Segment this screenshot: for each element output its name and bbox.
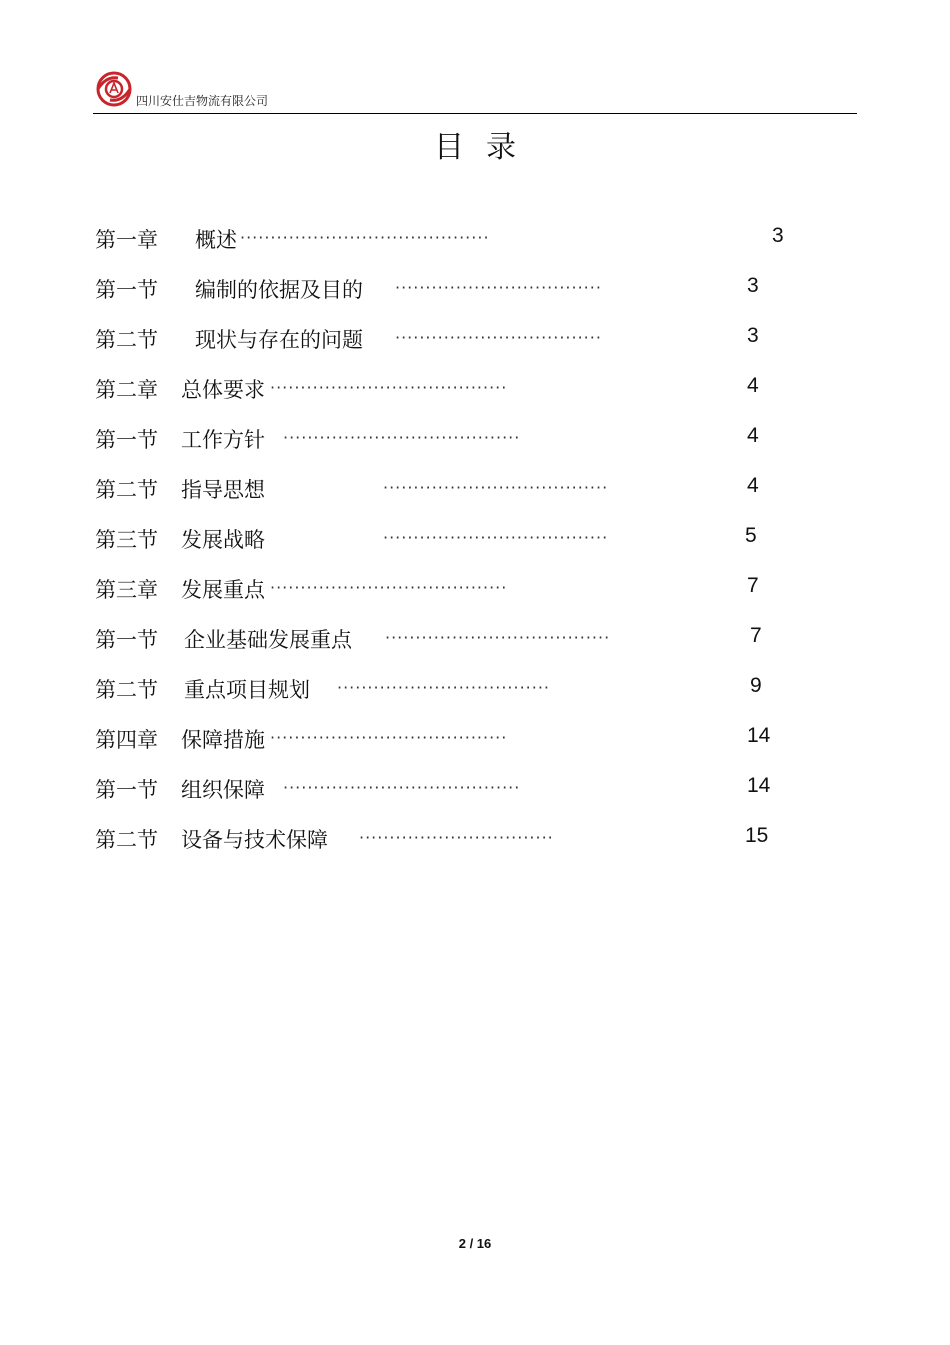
toc-dot-leader: ···································	[337, 678, 551, 697]
toc-entry-page: 9	[750, 674, 762, 697]
toc-entry-title: 发展战略	[181, 528, 265, 552]
toc-entry-title: 概述	[195, 228, 237, 252]
toc-dot-leader: ··································	[395, 278, 602, 297]
toc-entry-page: 7	[750, 624, 762, 647]
toc-entry-page: 3	[772, 224, 784, 247]
toc-entry-title: 重点项目规划	[184, 678, 310, 702]
toc-entry-page: 14	[747, 724, 771, 747]
toc-entry[interactable]	[95, 422, 775, 472]
table-of-contents	[95, 222, 784, 872]
toc-entry-page: 15	[745, 824, 769, 847]
header-divider	[93, 113, 857, 114]
toc-entry-page: 3	[747, 274, 759, 297]
toc-entry-title: 总体要求	[181, 378, 265, 402]
toc-entry[interactable]	[95, 822, 775, 872]
toc-dot-leader: ·······································	[270, 378, 508, 397]
toc-entry[interactable]	[95, 372, 775, 422]
toc-entry-label: 第二节	[95, 478, 158, 502]
toc-entry-title: 保障措施	[181, 728, 265, 752]
toc-entry-label: 第二节	[95, 678, 158, 702]
toc-entry[interactable]	[95, 572, 775, 622]
toc-entry-label: 第二节	[95, 328, 158, 352]
toc-entry[interactable]	[95, 522, 775, 572]
page-number: 2 / 16	[458, 1236, 492, 1251]
toc-dot-leader: ································	[359, 828, 554, 847]
toc-entry[interactable]	[95, 722, 775, 772]
toc-entry-label: 第三章	[95, 578, 158, 602]
toc-entry-page: 4	[747, 424, 759, 447]
toc-entry[interactable]	[95, 222, 784, 272]
toc-dot-leader: ·····································	[383, 478, 609, 497]
toc-dot-leader: ·······································	[283, 428, 521, 447]
company-name: 四川安仕吉物流有限公司	[136, 94, 269, 108]
toc-dot-leader: ·····································	[385, 628, 611, 647]
page-header	[0, 0, 950, 120]
toc-entry[interactable]	[95, 272, 775, 322]
toc-entry-title: 现状与存在的问题	[195, 328, 363, 352]
toc-entry[interactable]	[95, 322, 775, 372]
toc-entry-page: 3	[747, 324, 759, 347]
toc-entry-title: 组织保障	[181, 778, 265, 802]
toc-entry-title: 企业基础发展重点	[184, 628, 352, 652]
toc-entry-title: 工作方针	[181, 428, 265, 452]
toc-entry-label: 第一章	[95, 228, 158, 252]
toc-dot-leader: ·····································	[383, 528, 609, 547]
toc-dot-leader: ·······································	[283, 778, 521, 797]
toc-entry-page: 14	[747, 774, 771, 797]
toc-entry-page: 7	[747, 574, 759, 597]
toc-entry-label: 第四章	[95, 728, 158, 752]
toc-entry[interactable]	[95, 672, 775, 722]
toc-entry-label: 第二章	[95, 378, 158, 402]
toc-entry-label: 第一节	[95, 778, 158, 802]
toc-dot-leader: ··································	[395, 328, 602, 347]
toc-entry[interactable]	[95, 472, 775, 522]
toc-dot-leader: ·········································	[240, 228, 490, 247]
toc-entry[interactable]	[95, 772, 775, 822]
toc-entry-title: 发展重点	[181, 578, 265, 602]
toc-entry-label: 第二节	[95, 828, 158, 852]
page-title: 目录	[434, 130, 538, 165]
toc-entry-label: 第一节	[95, 278, 158, 302]
toc-entry[interactable]	[95, 622, 775, 672]
toc-entry-label: 第一节	[95, 428, 158, 452]
toc-entry-label: 第三节	[95, 528, 158, 552]
toc-entry-title: 设备与技术保障	[181, 828, 328, 852]
toc-entry-title: 编制的依据及目的	[195, 278, 363, 302]
company-logo-icon	[94, 70, 134, 108]
toc-dot-leader: ·······································	[270, 578, 508, 597]
toc-dot-leader: ·······································	[270, 728, 508, 747]
toc-entry-title: 指导思想	[181, 478, 265, 502]
toc-entry-page: 5	[745, 524, 757, 547]
toc-entry-page: 4	[747, 474, 759, 497]
toc-entry-page: 4	[747, 374, 759, 397]
toc-entry-label: 第一节	[95, 628, 158, 652]
